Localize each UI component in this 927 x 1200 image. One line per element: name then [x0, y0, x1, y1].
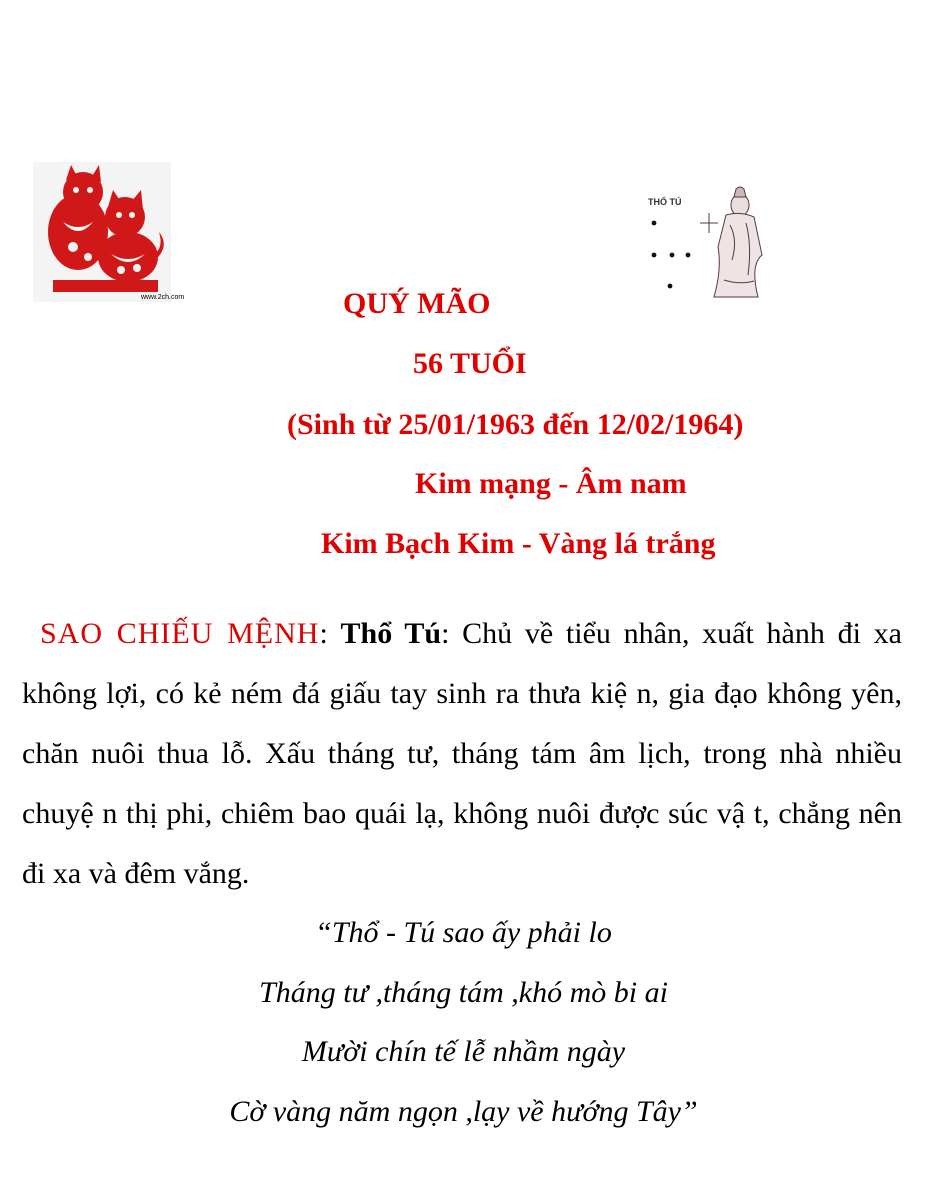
star-name: Thổ Tú [340, 617, 442, 650]
header-name: QUÝ MÃO [343, 287, 491, 320]
star-label: SAO CHIẾU MỆNH [40, 617, 320, 650]
tho-tu-star-image [640, 185, 770, 305]
header-element: Kim Bạch Kim - Vàng lá trắng [321, 527, 716, 560]
star-image-label: THỔ TÚ [648, 197, 682, 207]
cat-image-caption: www.2ch.com [141, 294, 185, 301]
poem-line-1: “Thổ - Tú sao ấy phải lo [315, 916, 612, 949]
poem-line-4: Cờ vàng năm ngọn ,lạy về hướng Tây” [229, 1095, 698, 1128]
star-description-paragraph [22, 604, 902, 904]
poem-line-3: Mười chín tế lễ nhầm ngày [301, 1035, 626, 1068]
star-description-text: Chủ về tiểu nhân, xuất hành đi xa không lợi, có kẻ ném đá giấu tay sinh ra thưa kiệ n, gia đạo không yên, chăn nuôi thua lỗ. Xấu tháng tư, tháng tám âm lịch, trong nhà nhiều chuyệ n thị phi, chiêm bao quái lạ, không nuôi được súc vậ t, chẳng nên đi xa và đêm vắng. [22, 617, 902, 890]
cat-papercut-image [33, 162, 185, 302]
header-age: 56 TUỔI [413, 347, 527, 380]
header-destiny: Kim mạng - Âm nam [415, 467, 687, 500]
poem-line-2: Tháng tư ,tháng tám ,khó mò bi ai [259, 976, 668, 1009]
name-separator: : [441, 617, 463, 650]
label-separator: : [319, 617, 341, 650]
header-birth-range: (Sinh từ 25/01/1963 đến 12/02/1964) [287, 408, 744, 441]
